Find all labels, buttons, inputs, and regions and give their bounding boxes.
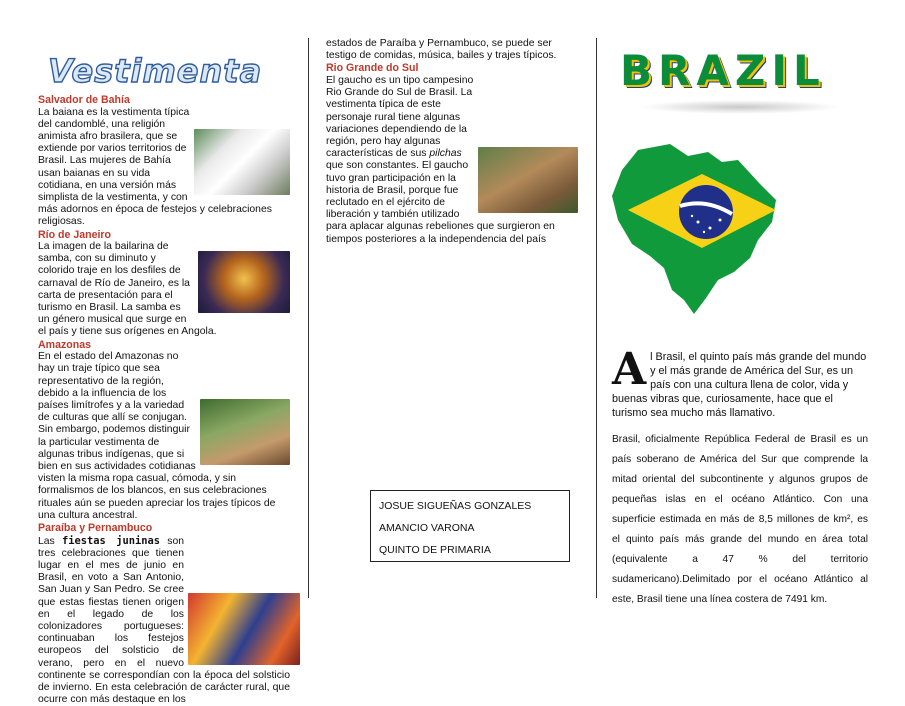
divider-right <box>596 38 597 598</box>
heading-amazonas: Amazonas <box>38 339 290 352</box>
photo-gaucho <box>478 147 578 213</box>
divider-left <box>308 38 309 598</box>
heading-rio: Río de Janeiro <box>38 229 290 242</box>
photo-fiestas-juninas <box>188 593 300 665</box>
grade-label: QUINTO DE PRIMARIA <box>379 539 561 561</box>
intro-paragraph: A l Brasil, el quinto país más grande del mundo y el más grande de América del Sur, es un país con una cultura llena de color, vida y buenas vibras que, curiosamente, hace que el turismo sea mucho más llamativo. <box>612 350 868 420</box>
author-box <box>370 490 570 562</box>
text-rio-grande: El gaucho es un tipo campesino Rio Grande do Sul de Brasil. La vestimenta típica de este personaje rural tiene algunas variaciones dependiendo de la región, pero hay algunas características de sus pilchas que son constantes. El gaucho tuvo gran participación en la historia de Brasil, porque fue reclutado en el ejército de liberación y también utilizado para aplacar algunas rebeliones que surgieron en tiempos posteriores a la independencia del país <box>326 75 582 246</box>
photo-baianas <box>194 129 290 195</box>
vestimenta-title: Vestimenta <box>48 52 262 90</box>
text-amazonas: En el estado del Amazonas no hay un traje típico que sea representativo de la región, debido a la influencia de los países limítrofes y a la variedad de culturas que allí se conjugan. Sin embargo, podemos distinguir la particular vestimenta de algunas tribus indígenas, que si bien en sus actividades cotidianas visten la misma ropa casual, cómoda, y sin formalismos de los blancos, en sus celebraciones rituales aún se pueden apreciar los trajes típicos de una cultura ancestral. <box>38 351 290 522</box>
author-name-2: AMANCIO VARONA <box>379 517 561 539</box>
text-rio: La imagen de la bailarina de samba, con su diminuto y colorido traje en los desfiles de carnaval de Río de Janeiro, es la carta de presentación para el turismo en Brasil. La samba es un género musical que surge en el país y tiene sus orígenes en Angola. <box>38 241 290 339</box>
author-name-1: JOSUE SIGUEÑAS GONZALES <box>379 495 561 517</box>
brazil-map-flag <box>610 140 780 316</box>
text-paraiba: Las fiestas juninas son tres celebraciones que tienen lugar en el mes de junio en Brasil, en voto a San Antonio, San Juan y San Pedro. Se cree que estas fiestas tienen origen en el legado de los colonizadores portugueses: continuaban los festejos europeos del solsticio de verano, pero en el nuevo continente se correspondían con la época del solsticio de invierno. En esta celebración de carácter rural, que ocurre con más destaque en los <box>38 535 290 706</box>
photo-samba-dancer <box>198 251 290 313</box>
title-shadow <box>640 100 840 114</box>
heading-paraiba: Paraíba y Pernambuco <box>38 522 290 535</box>
column-vestimenta <box>38 94 290 706</box>
text-salvador: La baiana es la vestimenta típica del candomblé, una religión animista afro brasilera, que se extiende por varios territorios de Brasil. Las mujeres de Bahía usan baianas en su vida cotidiana, en una versión más simplista de la vestimenta, y con más adornos en época de festejos y celebraciones religiosas. <box>38 107 290 229</box>
brazil-title: BRAZIL <box>620 46 826 95</box>
photo-amazon-tribe <box>200 399 290 465</box>
text-continued: estados de Paraíba y Pernambuco, se puede ser testigo de comidas, música, bailes y trajes típicos. <box>326 38 582 62</box>
heading-salvador: Salvador de Bahía <box>38 94 290 107</box>
column-rio-grande <box>326 38 582 246</box>
body-paragraph: Brasil, oficialmente República Federal de Brasil es un país soberano de América del Sur que comprende la mitad oriental del subcontinente y algunos grupos de pequeñas islas en el océano Atlántico. Con una superficie estimada en más de 8,5 millones de km², es el quinto país más grande del mundo en área total (equivalente a 47 % del territorio sudamericano).Delimitado por el océano Atlántico al este, Brasil tiene una línea costera de 7491 km. <box>612 430 868 610</box>
drop-cap: A <box>612 350 646 390</box>
heading-rio-grande: Rio Grande do Sul <box>326 62 582 75</box>
